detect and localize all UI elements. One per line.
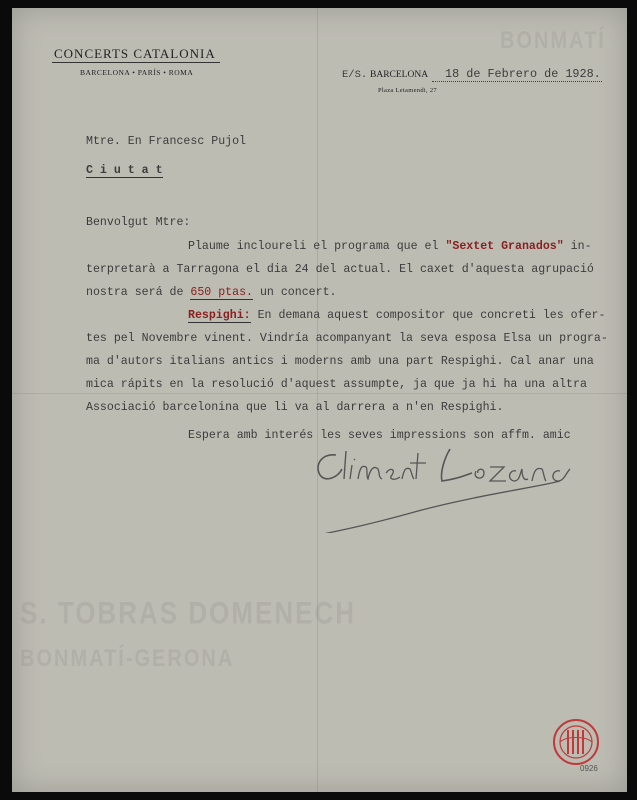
body-line-4-text: En demana aquest compositor que concreti les ofer- xyxy=(250,309,606,322)
body-line-3-a: nostra será de xyxy=(86,286,191,299)
closing-line: Espera amb interés les seves impressions son affm. amic xyxy=(188,429,571,442)
body-line-3 xyxy=(86,286,337,299)
body-line-1-a: Plaume incloureli el programa que el xyxy=(188,240,446,253)
fold-line-horizontal xyxy=(12,393,627,394)
body-line-2: terpretarà a Tarragona el dia 24 del actual. El caxet d'aquesta agrupació xyxy=(86,263,594,276)
dateline-address: Plaza Letamendi, 27 xyxy=(378,87,437,94)
handwritten-signature xyxy=(308,433,578,533)
body-line-3-b: un concert. xyxy=(253,286,337,299)
watermark-tobras: S. TOBRAS DOMENECH xyxy=(20,594,356,631)
body-line-5: tes pel Novembre vinent. Vindría acompanyant la seva esposa Elsa un progra- xyxy=(86,332,608,345)
watermark-bonmati: BONMATÍ-GERONA xyxy=(20,645,235,673)
letterhead-rule xyxy=(52,62,220,63)
letterhead-cities: BARCELONA • PARÍS • ROMA xyxy=(80,68,194,77)
body-line-1-b: in- xyxy=(563,240,592,253)
dateline-prefix: E/S. xyxy=(342,69,368,81)
letterhead-title: CONCERTS CATALONIA xyxy=(54,46,216,61)
archive-reference: 0926 xyxy=(580,764,598,773)
body-line-7: mica rápits en la resolució d'aquest assumpte, ja que ja hi ha una altra xyxy=(86,378,587,391)
salutation: Benvolgut Mtre: xyxy=(86,216,191,229)
body-line-4 xyxy=(188,309,605,322)
body-line-8: Associació barcelonina que li va al darrera a n'en Respighi. xyxy=(86,401,504,414)
sextet-granados-highlight: "Sextet Granados" xyxy=(445,240,564,253)
dateline-date: 18 de Febrero de 1928. xyxy=(445,67,601,81)
letter-paper xyxy=(12,8,627,792)
fold-line-vertical xyxy=(317,8,318,792)
watermark-bonmati-top: BONMATÍ xyxy=(500,27,606,55)
recipient-name: Mtre. En Francesc Pujol xyxy=(86,135,247,148)
dateline-city: BARCELONA xyxy=(370,70,429,80)
recipient-city: C i u t a t xyxy=(86,164,163,177)
archive-seal-icon xyxy=(548,716,608,770)
respighi-label: Respighi: xyxy=(188,309,251,322)
body-line-1 xyxy=(188,240,592,253)
fee-amount: 650 ptas. xyxy=(190,286,253,299)
dateline-underline xyxy=(432,81,602,82)
body-line-6: ma d'autors italians antics i moderns amb una part Respighi. Cal anar una xyxy=(86,355,594,368)
